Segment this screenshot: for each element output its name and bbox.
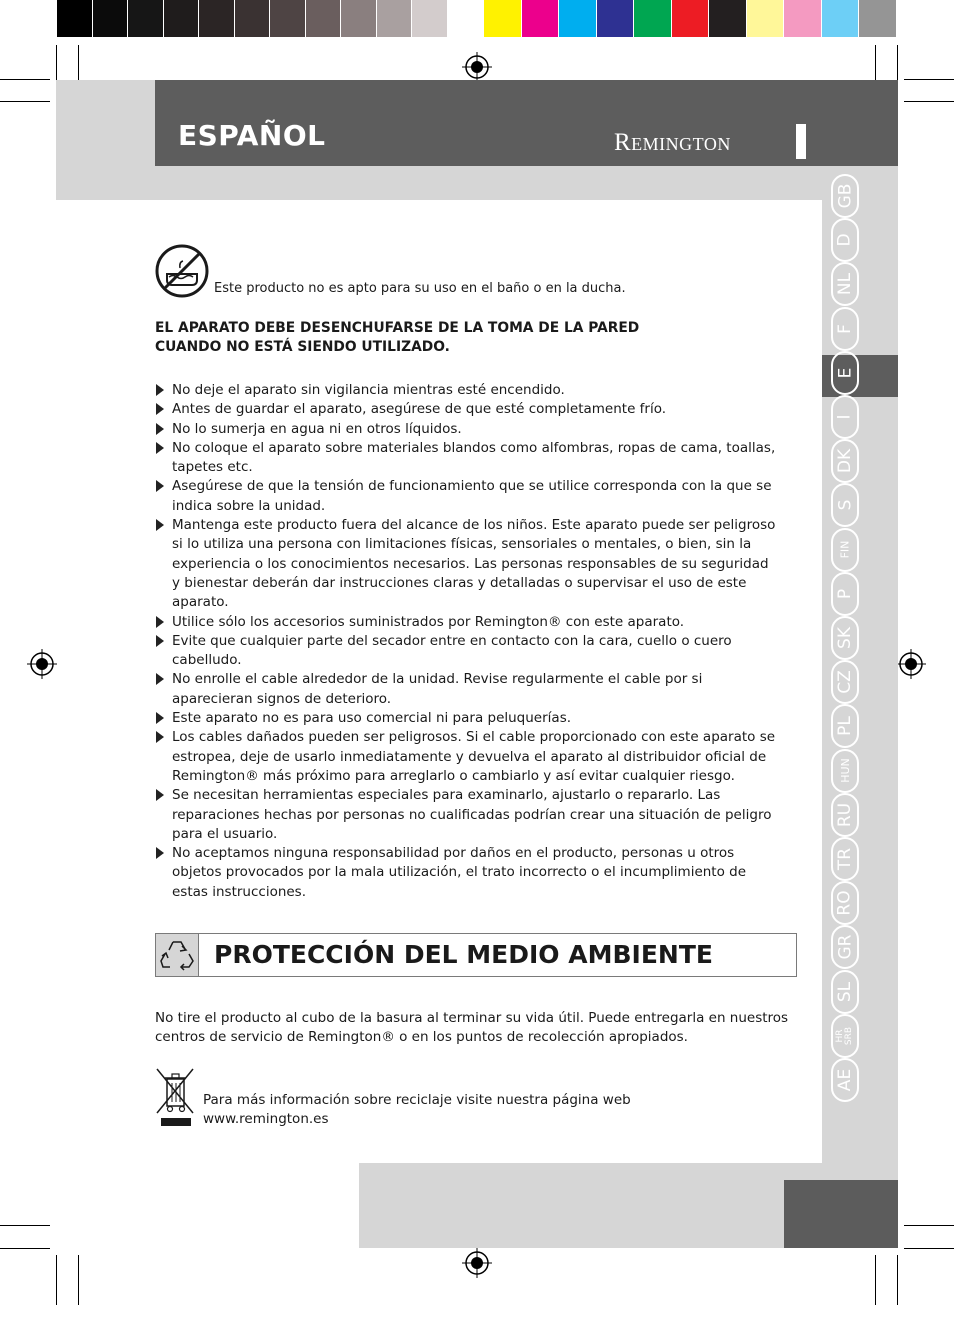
tab-language-sk[interactable] <box>831 616 859 660</box>
crop-mark <box>904 101 954 102</box>
no-bath-icon <box>155 244 209 298</box>
color-calibration-bar <box>484 0 897 37</box>
registration-mark-icon <box>27 649 57 679</box>
tab-language-label: SK <box>834 627 855 649</box>
color-swatch <box>597 0 635 37</box>
color-swatch <box>128 0 164 37</box>
list-item-line: Mantenga este producto fuera del alcance de los niños. Este aparato puede ser peligroso <box>172 517 776 534</box>
registration-mark-icon <box>896 649 926 679</box>
color-swatch <box>377 0 413 37</box>
list-item <box>155 516 795 612</box>
tab-language-e[interactable] <box>831 351 859 395</box>
list-item-line: estropea, deje de usarlo inmediatamente y devuelva el aparato al distribuidor oficial de <box>172 748 767 765</box>
tab-language-ro[interactable] <box>831 881 859 925</box>
list-item-line: Asegúrese de que la tensión de funcionamiento que se utilice corresponda con la que se <box>172 478 772 495</box>
list-item-line: Este aparato no es para uso comercial ni para peluquerías. <box>172 710 572 727</box>
list-item <box>155 400 795 419</box>
list-item-line: Evite que cualquier parte del secador entre en contacto con la cara, cuello o cuero <box>172 632 732 649</box>
list-item <box>155 709 795 728</box>
crop-mark <box>904 79 954 80</box>
crop-mark <box>904 1248 954 1249</box>
tab-language-label: P <box>834 588 855 599</box>
registration-mark-icon <box>462 1248 492 1278</box>
color-swatch <box>559 0 597 37</box>
list-item-line: Antes de guardar el aparato, asegúrese de que esté completamente frío. <box>172 401 667 418</box>
crop-mark <box>875 45 876 85</box>
tab-language-label: RO <box>835 890 856 916</box>
list-item-line: y bienestar deberán dar instrucciones claras y detalladas o supervisar el uso de este <box>172 574 747 591</box>
brand-logo-bar <box>796 124 806 159</box>
tab-language-d[interactable] <box>831 218 859 262</box>
list-item-line: Remington® más próximo para arreglarlo o cambiarlo y así evitar cualquier riesgo. <box>172 767 735 784</box>
tab-language-f[interactable] <box>831 307 859 351</box>
tab-language-label: HR SRB <box>834 1026 854 1045</box>
list-item-line: indica sobre la unidad. <box>172 497 326 514</box>
list-item <box>155 728 795 786</box>
color-swatch <box>747 0 785 37</box>
tab-language-label: SL <box>834 981 855 1002</box>
list-item <box>155 439 795 478</box>
tab-language-label: NL <box>834 273 855 296</box>
list-item <box>155 420 795 439</box>
list-item-line: No aceptamos ninguna responsabilidad por daños en el producto, personas u otros <box>172 845 735 862</box>
safety-instructions-list <box>155 381 795 902</box>
color-swatch <box>822 0 860 37</box>
list-item-line: experiencia o los conocimientos necesarios. Las personas responsables de su seguridad <box>172 555 769 572</box>
list-item-line: objetos provocados por la mala utilización, el trato incorrecto o el incumplimiento de <box>172 864 747 881</box>
tab-language-label: RU <box>835 802 856 827</box>
tab-language-pl[interactable] <box>831 704 859 748</box>
tab-language-gr[interactable] <box>831 925 859 969</box>
tab-language-hr-srb[interactable] <box>831 1014 859 1058</box>
color-swatch <box>784 0 822 37</box>
tab-language-dk[interactable] <box>831 439 859 483</box>
color-swatch <box>57 0 93 37</box>
crop-mark <box>875 1255 876 1305</box>
list-item-line: si lo utiliza una persona con limitaciones físicas, sensoriales o mentales, o bien, sin la <box>172 536 752 553</box>
tab-language-p[interactable] <box>831 572 859 616</box>
tab-language-tr[interactable] <box>831 837 859 881</box>
crop-mark <box>904 1225 954 1226</box>
list-item-line: Se necesitan herramientas especiales para examinarlo, ajustarlo o repararlo. Las <box>172 787 721 804</box>
grayscale-calibration-bar <box>57 0 483 37</box>
recycle-icon <box>158 936 196 974</box>
page-number-box <box>784 1180 898 1248</box>
list-item <box>155 670 795 709</box>
bath-warning-text: Este producto no es apto para su uso en el baño o en la ducha. <box>214 281 626 296</box>
list-item <box>155 786 795 844</box>
color-swatch <box>235 0 271 37</box>
color-swatch <box>164 0 200 37</box>
color-swatch <box>199 0 235 37</box>
environment-paragraph-line: centros de servicio de Remington® o en los puntos de recolección apropiados. <box>155 1029 688 1045</box>
tab-language-label: E <box>835 367 855 379</box>
crop-mark <box>56 1255 57 1305</box>
environment-paragraph-line: No tire el producto al cubo de la basura al terminar su vida útil. Puede entregarla en nuestros <box>155 1010 789 1026</box>
tab-language-label: GB <box>835 183 855 209</box>
tab-language-label: D <box>835 233 855 247</box>
list-item-line: aparecieran signos de deterioro. <box>172 690 392 707</box>
crop-mark <box>78 45 79 85</box>
list-item <box>155 477 795 516</box>
list-item-line: tapetes etc. <box>172 459 253 476</box>
list-item-line: No lo sumerja en agua ni en otros líquidos. <box>172 420 462 437</box>
color-swatch <box>270 0 306 37</box>
brand-logo: Remington <box>614 129 731 156</box>
list-item-line: No deje el aparato sin vigilancia mientras esté encendido. <box>172 382 565 398</box>
recycle-website-link[interactable]: www.remington.es <box>203 1111 329 1127</box>
list-item-line: Utilice sólo los accesorios suministrados por Remington® con este aparato. <box>172 613 685 630</box>
list-item-line: cabelludo. <box>172 652 242 669</box>
tab-language-gb[interactable] <box>831 174 859 218</box>
list-item-line: Los cables dañados pueden ser peligrosos. Si el cable proporcionado con este aparato se <box>172 729 776 746</box>
tab-language-label: FIN <box>838 540 852 559</box>
list-item <box>155 844 795 902</box>
list-item-line: reparaciones hechas por personas no cualificadas podrían crear una situación de peligro <box>172 806 772 823</box>
color-swatch <box>672 0 710 37</box>
list-item-line: para el usuario. <box>172 825 278 842</box>
tab-language-i[interactable] <box>831 395 859 439</box>
tab-language-ae[interactable] <box>831 1058 859 1102</box>
registration-mark-icon <box>462 52 492 82</box>
crop-mark <box>0 1225 50 1226</box>
tab-language-label: S <box>834 499 855 511</box>
list-item-line: aparato. <box>172 594 229 611</box>
tab-language-label: I <box>834 414 855 420</box>
color-swatch <box>93 0 129 37</box>
section-title: PROTECCIÓN DEL MEDIO AMBIENTE <box>214 940 713 969</box>
tab-language-label: GR <box>835 934 855 960</box>
color-swatch <box>341 0 377 37</box>
list-item-line: estas instrucciones. <box>172 883 307 900</box>
tab-language-label: TR <box>834 847 855 871</box>
list-item <box>155 632 795 671</box>
color-swatch <box>412 0 448 37</box>
color-swatch <box>522 0 560 37</box>
crop-mark <box>0 79 50 80</box>
color-swatch <box>709 0 747 37</box>
tab-language-s[interactable] <box>831 483 859 527</box>
crossed-bin-icon <box>155 1067 195 1129</box>
tab-language-label: F <box>835 323 855 334</box>
tab-language-label: AE <box>835 1068 855 1092</box>
crop-mark <box>0 1248 50 1249</box>
tab-language-sl[interactable] <box>831 970 859 1014</box>
list-item-line: No coloque el aparato sobre materiales blandos como alfombras, ropas de cama, toallas, <box>172 439 776 456</box>
tab-language-label: PL <box>834 716 855 737</box>
color-swatch <box>306 0 342 37</box>
unplug-warning-line: EL APARATO DEBE DESENCHUFARSE DE LA TOMA DE LA PARED <box>155 320 640 336</box>
tab-language-cz[interactable] <box>831 660 859 704</box>
crop-mark <box>897 1255 898 1305</box>
page-title: ESPAÑOL <box>178 119 326 152</box>
list-item <box>155 613 795 632</box>
list-item <box>155 381 795 400</box>
tab-language-label: DK <box>835 449 855 474</box>
tab-language-hun[interactable] <box>831 749 859 793</box>
crop-mark <box>0 101 50 102</box>
list-item-line: No enrolle el cable alrededor de la unidad. Revise regularmente el cable por si <box>172 671 703 688</box>
crop-mark <box>78 1255 79 1305</box>
recycle-info-text: Para más información sobre reciclaje visite nuestra página web <box>203 1092 631 1108</box>
tab-language-fin[interactable] <box>831 528 859 572</box>
tab-language-label: CZ <box>835 670 855 694</box>
tab-language-nl[interactable] <box>831 262 859 306</box>
color-swatch <box>634 0 672 37</box>
color-swatch <box>448 0 484 37</box>
color-swatch <box>484 0 522 37</box>
tab-language-label: HUN <box>838 758 852 783</box>
unplug-warning-line: CUANDO NO ESTÁ SIENDO UTILIZADO. <box>155 339 450 355</box>
tab-language-ru[interactable] <box>831 793 859 837</box>
color-swatch <box>859 0 897 37</box>
